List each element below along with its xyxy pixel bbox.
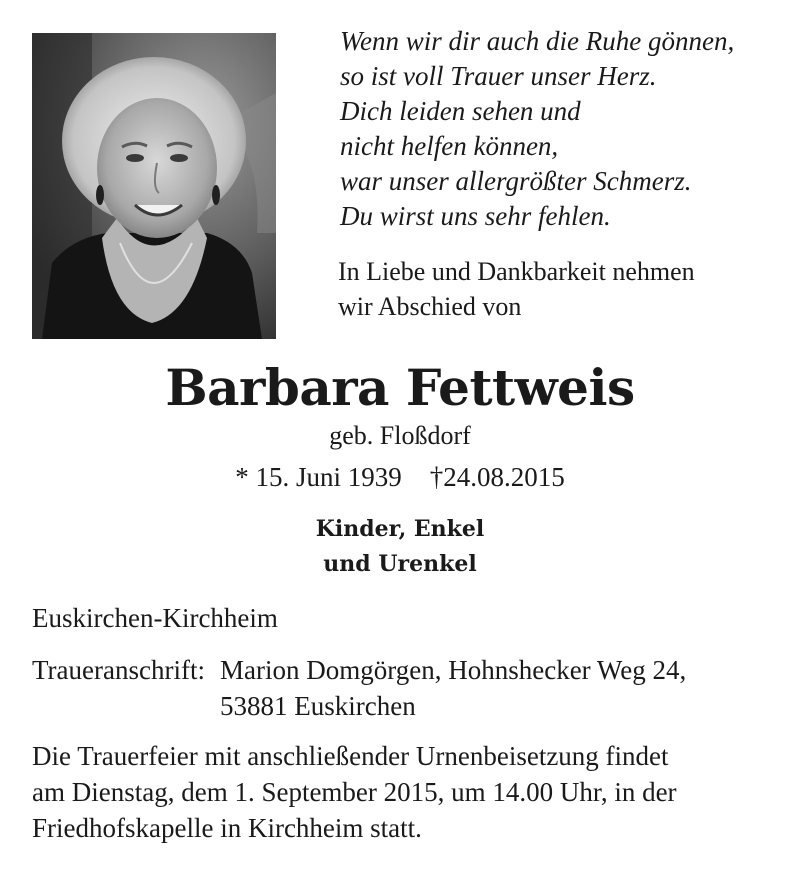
poem-line: so ist voll Trauer unser Herz. — [340, 61, 657, 91]
poem-line: Dich leiden sehen und — [340, 96, 581, 126]
poem-line: war unser allergrößter Schmerz. — [340, 166, 692, 196]
place: Euskirchen-Kirchheim — [32, 603, 278, 633]
farewell-line: wir Abschied von — [338, 292, 522, 321]
mourners-line: und Urenkel — [323, 551, 477, 577]
poem-line: Du wirst uns sehr fehlen. — [340, 201, 611, 231]
poem — [340, 24, 790, 234]
ceremony-line: Friedhofskapelle in Kirchheim statt. — [32, 813, 422, 843]
address-label: Traueranschrift: — [32, 655, 205, 685]
ceremony-info — [32, 738, 792, 846]
death-date: †24.08.2015 — [429, 462, 565, 492]
life-dates — [0, 459, 800, 495]
mourners-line: Kinder, Enkel — [315, 516, 485, 542]
ceremony-line: am Dienstag, dem 1. September 2015, um 14.00 Uhr, in der — [32, 777, 677, 807]
poem-line: nicht helfen können, — [340, 131, 559, 161]
address-line-1: Marion Domgörgen, Hohnshecker Weg 24, — [220, 655, 687, 685]
portrait-photo — [32, 33, 276, 339]
mourners — [0, 512, 800, 582]
mourning-address — [32, 652, 686, 724]
farewell-line: In Liebe und Dankbarkeit nehmen — [338, 257, 695, 286]
address-line-2: 53881 Euskirchen — [220, 691, 416, 721]
farewell-text — [338, 254, 788, 324]
ceremony-line: Die Trauerfeier mit anschließender Urnenbeisetzung findet — [32, 741, 669, 771]
deceased-name: Barbara Fettweis — [165, 358, 635, 417]
portrait-photo-icon — [32, 33, 276, 339]
birth-date: * 15. Juni 1939 — [235, 462, 402, 492]
maiden-name: geb. Floßdorf — [329, 421, 471, 450]
poem-line: Wenn wir dir auch die Ruhe gönnen, — [340, 26, 735, 56]
